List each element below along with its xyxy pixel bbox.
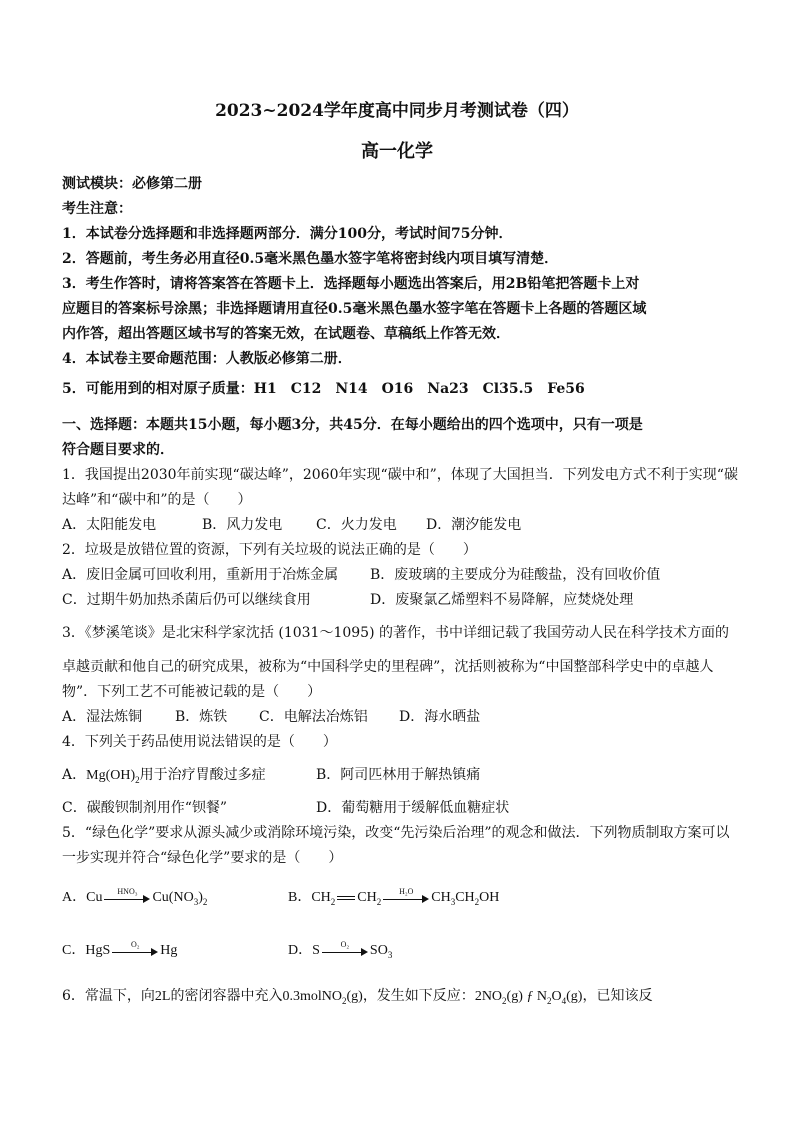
q6-text: 的密闭容器中充入 [170,988,283,1004]
section-heading-line-1: 一、选择题：本题共15小题，每小题3分，共45分．在每小题给出的四个选项中，只有一项是 [62,417,643,433]
reaction-condition: H₂O [399,886,414,896]
question-3-option-b: B．炼铁 [175,709,228,725]
phase: (g) [506,989,523,1004]
reactant: S [312,943,320,958]
option-label: D． [288,943,313,958]
notice-item-3-line-1: 3．考生作答时，请将答案答在答题卡上．选择题每小题选出答案后，用2B铅笔把答题卡上对 [62,276,640,292]
phase: (g) [566,989,583,1004]
notice-item-3-line-3: 内作答，超出答题区域书写的答案无效，在试题卷、草稿纸上作答无效． [62,326,510,342]
reaction-equation [475,989,583,1004]
amount-main: 0.3molNO [282,989,342,1004]
question-4-stem: 4．下列关于药品使用说法错误的是（ ） [62,734,337,750]
volume: 2L [154,989,171,1004]
question-5-option-b [288,886,500,907]
notice-heading: 考生注意： [62,201,132,217]
exam-title: 2023~2024学年度高中同步月考测试卷（四） [215,101,579,121]
question-1-line-1: 1．我国提出2030年前实现“碳达峰”，2060年实现“碳中和”，体现了大国担当．下列发电方式不利于实现“碳 [62,467,738,483]
product-end: ) [198,890,203,905]
question-3-option-a: A．湿法炼铜 [62,709,143,725]
question-3-line-2: 卓越贡献和他自己的研究成果，被称为“中国科学史的里程碑”，沈括则被称为“中国整部科学史中的卓越人 [62,659,714,675]
formula-subscript: 2 [135,774,140,785]
reaction-condition: HNO₃ [117,886,138,896]
question-3-option-c: C．电解法冶炼铝 [259,709,368,725]
product-part: CH [431,890,451,905]
subscript: 2 [502,995,507,1006]
phase: (g) [346,989,363,1004]
question-1-option-b: B．风力发电 [202,517,283,533]
option-label: A． [62,767,87,783]
question-3-line-3: 物”．下列工艺不可能被记载的是（ ） [62,684,322,700]
notice-item-5: 5．可能用到的相对原子质量：H1 C12 N14 O16 Na23 Cl35.5 Fe56 [62,381,585,397]
double-bond-icon [337,893,355,903]
eq-part: 2NO [474,989,503,1004]
subscript: 2 [341,995,347,1006]
option-text: 用于治疗胃酸过多症 [139,767,266,783]
subscript: 4 [561,995,567,1006]
reaction-arrow-icon [322,939,368,959]
notice-item-1: 1．本试卷分选择题和非选择题两部分．满分100分，考试时间75分钟． [62,226,513,242]
question-4-option-c: C．碳酸钡制剂用作“钡餐” [62,800,228,816]
question-5-line-2: 一步实现并符合“绿色化学”要求的是（ ） [62,850,343,866]
module-line: 测试模块：必修第二册 [62,176,202,192]
equilibrium-symbol-icon: ƒ [526,989,534,1004]
notice-item-4: 4．本试卷主要命题范围：人教版必修第二册． [62,351,352,367]
question-4-option-b: B．阿司匹林用于解热镇痛 [316,767,481,783]
subscript: 2 [474,896,480,907]
question-3-line-1: 3．《梦溪笔谈》是北宋科学家沈括 (1031～1095) 的著作，书中详细记载了我国劳动人民在科学技术方面的 [62,625,729,641]
subscript: 2 [330,896,336,907]
question-1-option-a: A．太阳能发电 [62,517,157,533]
product: Hg [160,943,178,958]
option-label: B． [288,890,312,905]
exam-subtitle: 高一化学 [361,141,433,162]
question-5-option-c [62,939,178,960]
question-3-option-d: D．海水晒盐 [399,709,481,725]
question-2-option-d: D．废聚氯乙烯塑料不易降解，应焚烧处理 [370,592,634,608]
reaction-arrow-icon [104,886,150,906]
reactant-part: CH [357,890,377,905]
question-2-option-b: B．废玻璃的主要成分为硅酸盐，没有回收价值 [370,567,661,583]
reaction-arrow-icon [383,886,429,906]
product: Cu(NO [152,890,194,905]
product-part: OH [479,890,500,905]
reaction-condition: O₂ [130,939,140,949]
question-6-line-1 [62,987,652,1006]
q6-text: ，已知该反 [582,988,653,1004]
eq-part: O [551,989,562,1004]
notice-item-2: 2．答题前，考生务必用直径0.5毫米黑色墨水签字笔将密封线内项目填写清楚． [62,251,559,267]
question-4-option-a [62,766,266,785]
reaction-arrow-icon [112,939,158,959]
question-5-option-d [288,939,393,960]
q6-text: ，发生如下反应： [362,988,475,1004]
question-5-option-a [62,886,208,907]
question-4-option-d: D．葡萄糖用于缓解低血糖症状 [316,800,510,816]
magnesium-hydroxide-formula [86,768,140,783]
question-2-option-c: C．过期牛奶加热杀菌后仍可以继续食用 [62,592,311,608]
subscript: 2 [376,896,382,907]
reaction-condition: O₂ [340,939,350,949]
subscript: 3 [193,896,199,907]
formula-main: Mg(OH) [86,768,136,783]
eq-part: N [536,989,547,1004]
option-label: A． [62,890,87,905]
option-label: C． [62,943,86,958]
reactant: HgS [85,943,111,958]
question-2-option-a: A．废旧金属可回收利用，重新用于冶炼金属 [62,567,339,583]
notice-item-3-line-2: 应题目的答案标号涂黑；非选择题请用直径0.5毫米黑色墨水签字笔在答题卡上各题的答题区域 [62,301,647,317]
reactant-part: CH [311,890,331,905]
question-2-stem: 2．垃圾是放错位置的资源，下列有关垃圾的说法正确的是（ ） [62,542,477,558]
subscript: 2 [202,896,208,907]
subscript: 2 [547,995,552,1006]
q6-text: 6．常温下，向 [62,988,155,1004]
subscript: 3 [450,896,456,907]
amount [282,989,362,1004]
subscript: 3 [387,949,393,960]
question-1-option-c: C．火力发电 [316,517,397,533]
product: SO [369,943,388,958]
section-heading-line-2: 符合题目要求的． [62,442,174,458]
reactant: Cu [86,890,103,905]
product-part: CH [455,890,475,905]
question-1-line-2: 达峰”和“碳中和”的是（ ） [62,492,252,508]
question-5-line-1: 5．“绿色化学”要求从源头减少或消除环境污染，改变“先污染后治理”的观念和做法．下列物质制取方案可以 [62,825,730,841]
question-1-option-d: D．潮汐能发电 [426,517,522,533]
